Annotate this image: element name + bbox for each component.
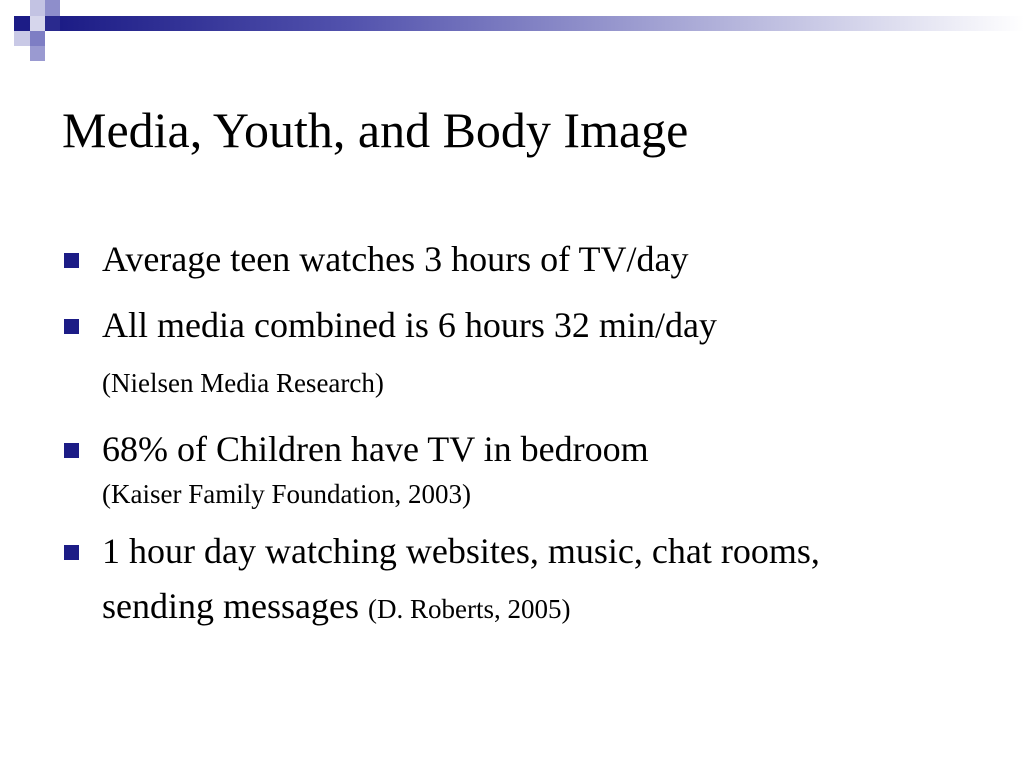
bullet-item (64, 524, 822, 637)
motif-square-mid (30, 31, 45, 46)
bullet-text: Average teen watches 3 hours of TV/day (102, 239, 689, 279)
motif-square-dark (14, 16, 30, 31)
bullet-citation: (Nielsen Media Research) (102, 368, 384, 398)
motif-square-mid (30, 46, 45, 61)
motif-square-dark (45, 16, 60, 31)
square-bullet-icon (64, 253, 79, 268)
bullet-item (64, 298, 792, 411)
bullet-text: All media combined is 6 hours 32 min/day (102, 305, 717, 345)
motif-square-mid (45, 0, 60, 16)
motif-square-light (30, 16, 45, 31)
motif-square-light (30, 0, 45, 16)
bullet-item (64, 232, 822, 287)
bullet-list (64, 232, 884, 637)
slide-title: Media, Youth, and Body Image (62, 102, 689, 158)
square-bullet-icon (64, 443, 79, 458)
header-gradient-bar (60, 16, 1024, 31)
bullet-citation: (D. Roberts, 2005) (367, 594, 571, 624)
motif-square-light (14, 31, 30, 46)
square-bullet-icon (64, 545, 79, 560)
bullet-citation: (Kaiser Family Foundation, 2003) (102, 479, 471, 509)
bullet-text: 1 hour day watching websites, music, chat rooms, sending messages (102, 531, 820, 626)
square-bullet-icon (64, 319, 79, 334)
bullet-item (64, 422, 822, 513)
bullet-text: 68% of Children have TV in bedroom (102, 429, 649, 469)
